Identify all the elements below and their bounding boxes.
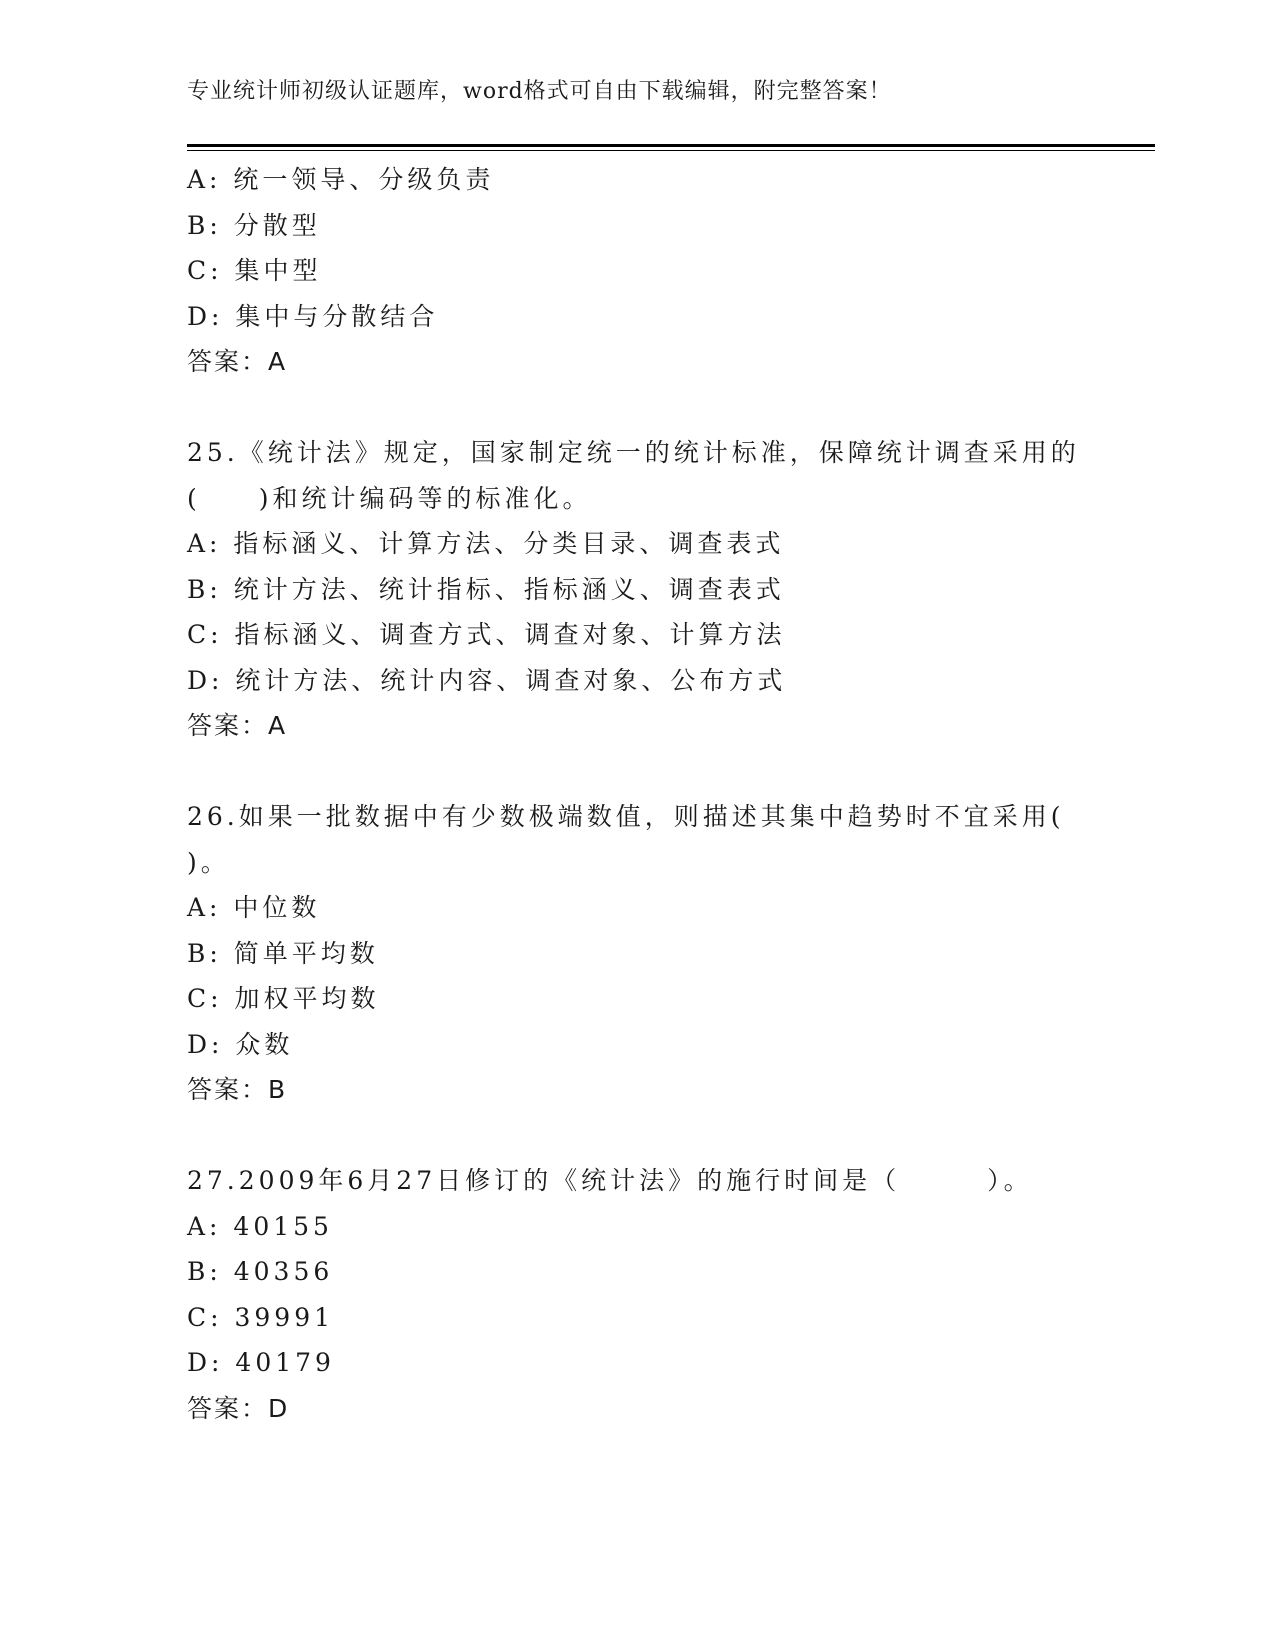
option-c: C: 集中型 bbox=[187, 256, 322, 285]
option-c: C: 指标涵义、调查方式、调查对象、计算方法 bbox=[187, 620, 786, 649]
answer: 答案：A bbox=[187, 347, 288, 376]
question-stem-continued: )。 bbox=[187, 847, 230, 877]
spacer bbox=[187, 749, 1087, 795]
question-27 bbox=[187, 1158, 1087, 1431]
question-stem-continued: ( )和统计编码等的标准化。 bbox=[187, 483, 592, 513]
header-rule-thick bbox=[187, 144, 1155, 147]
option-b: B: 简单平均数 bbox=[187, 938, 379, 968]
option-b: B: 统计方法、统计指标、指标涵义、调查表式 bbox=[187, 574, 785, 604]
option-a: A: 40155 bbox=[187, 1211, 333, 1241]
answer: 答案：A bbox=[187, 711, 288, 740]
option-c: C: 加权平均数 bbox=[187, 984, 380, 1013]
question-26 bbox=[187, 794, 1087, 1113]
spacer bbox=[187, 385, 1087, 431]
option-b: B: 40356 bbox=[187, 1257, 334, 1286]
option-b: B: 分散型 bbox=[187, 210, 321, 240]
question-stem: 27.2009年6月27日修订的《统计法》的施行时间是（ ）。 bbox=[187, 1166, 1033, 1195]
option-a: A: 统一领导、分级负责 bbox=[187, 165, 495, 194]
question-25 bbox=[187, 430, 1087, 749]
option-d: D: 40179 bbox=[187, 1348, 335, 1377]
option-d: D: 众数 bbox=[187, 1029, 294, 1059]
option-c: C: 39991 bbox=[187, 1302, 335, 1332]
question-stem: 25.《统计法》规定，国家制定统一的统计标准，保障统计调查采用的 bbox=[187, 438, 1080, 467]
spacer bbox=[187, 1113, 1087, 1159]
option-d: D: 集中与分散结合 bbox=[187, 301, 439, 331]
option-a: A: 中位数 bbox=[187, 893, 321, 922]
answer: 答案：B bbox=[187, 1075, 288, 1104]
question-24 bbox=[187, 157, 1087, 385]
option-a: A: 指标涵义、计算方法、分类目录、调查表式 bbox=[187, 529, 785, 558]
option-d: D: 统计方法、统计内容、调查对象、公布方式 bbox=[187, 665, 787, 695]
header-rule-thin bbox=[187, 150, 1155, 151]
question-list bbox=[187, 157, 1087, 1431]
answer: 答案：D bbox=[187, 1393, 290, 1423]
page-header: 专业统计师初级认证题库，word格式可自由下载编辑，附完整答案！ bbox=[187, 79, 892, 104]
question-stem: 26.如果一批数据中有少数极端数值，则描述其集中趋势时不宜采用( bbox=[187, 802, 1065, 831]
